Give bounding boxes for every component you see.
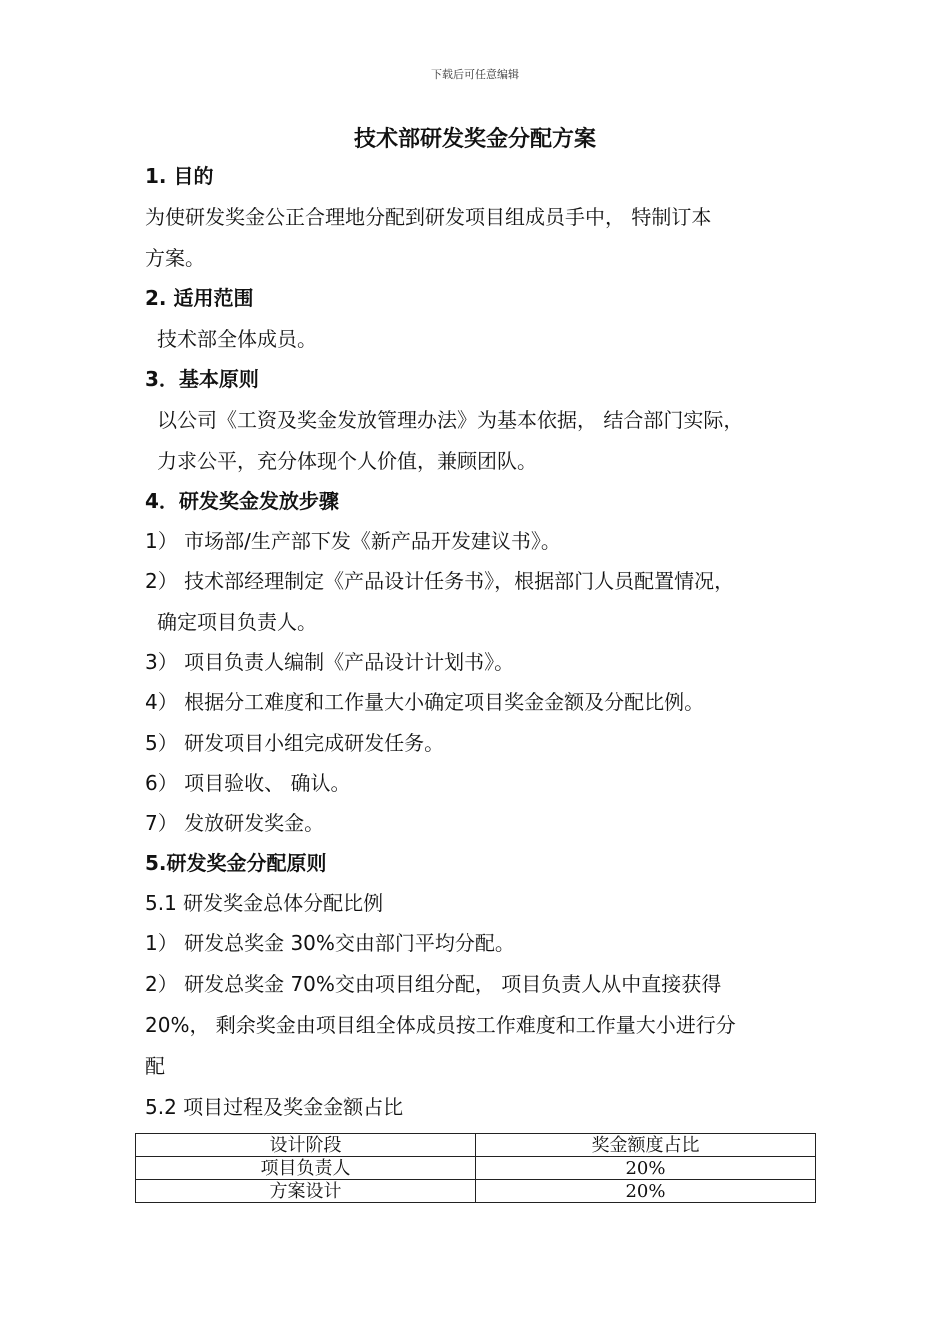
subsection-5-2-heading: 5.2 项目过程及奖金金额占比 (145, 1095, 404, 1119)
section-3-text-line-2: 力求公平，充分体现个人价值，兼顾团队。 (157, 449, 537, 473)
step-2-line-1: 2） 技术部经理制定《产品设计任务书》，根据部门人员配置情况， (145, 569, 735, 593)
step-3: 3） 项目负责人编制《产品设计计划书》。 (145, 650, 515, 674)
document-title: 技术部研发奖金分配方案 (353, 127, 596, 152)
step-7: 7） 发放研发奖金。 (145, 811, 325, 835)
table-header-cell: 奖金额度占比 (476, 1134, 816, 1157)
table-header-cell: 设计阶段 (136, 1134, 476, 1157)
ratio-item-1: 1） 研发总奖金 30%交由部门平均分配。 (145, 931, 515, 955)
table-header-row (136, 1134, 816, 1157)
step-4: 4） 根据分工难度和工作量大小确定项目奖金金额及分配比例。 (145, 690, 705, 714)
header-note: 下载后可任意编辑 (431, 68, 519, 81)
section-3-heading: 3．基本原则 (145, 367, 259, 391)
section-1-text-line-2: 方案。 (145, 246, 205, 270)
section-2-text: 技术部全体成员。 (157, 327, 317, 351)
section-1-heading: 1. 目的 (145, 164, 214, 188)
section-3-text-line-1: 以公司《工资及奖金发放管理办法》为基本依据， 结合部门实际， (157, 408, 744, 432)
step-6: 6） 项目验收、 确认。 (145, 771, 351, 795)
subsection-5-1-heading: 5.1 研发奖金总体分配比例 (145, 891, 384, 915)
ratio-item-2-line-2: 20%， 剩余奖金由项目组全体成员按工作难度和工作量大小进行分 (145, 1013, 736, 1037)
table-cell: 方案设计 (136, 1180, 476, 1203)
section-4-heading: 4．研发奖金发放步骤 (145, 489, 339, 513)
ratio-item-2-line-1: 2） 研发总奖金 70%交由项目组分配， 项目负责人从中直接获得 (145, 972, 722, 996)
section-1-text-line-1: 为使研发奖金公正合理地分配到研发项目组成员手中， 特制订本 (145, 205, 712, 229)
step-1: 1） 市场部/生产部下发《新产品开发建议书》。 (145, 529, 561, 553)
table-cell: 项目负责人 (136, 1157, 476, 1180)
table-row (136, 1180, 816, 1203)
table-cell: 20% (476, 1157, 816, 1180)
ratio-item-2-line-3: 配 (145, 1054, 165, 1078)
section-2-heading: 2. 适用范围 (145, 286, 254, 310)
section-5-heading: 5.研发奖金分配原则 (145, 851, 327, 875)
step-2-line-2: 确定项目负责人。 (157, 610, 317, 634)
step-5: 5） 研发项目小组完成研发任务。 (145, 731, 445, 755)
table-row (136, 1157, 816, 1180)
table-cell: 20% (476, 1180, 816, 1203)
bonus-ratio-table (135, 1133, 816, 1203)
